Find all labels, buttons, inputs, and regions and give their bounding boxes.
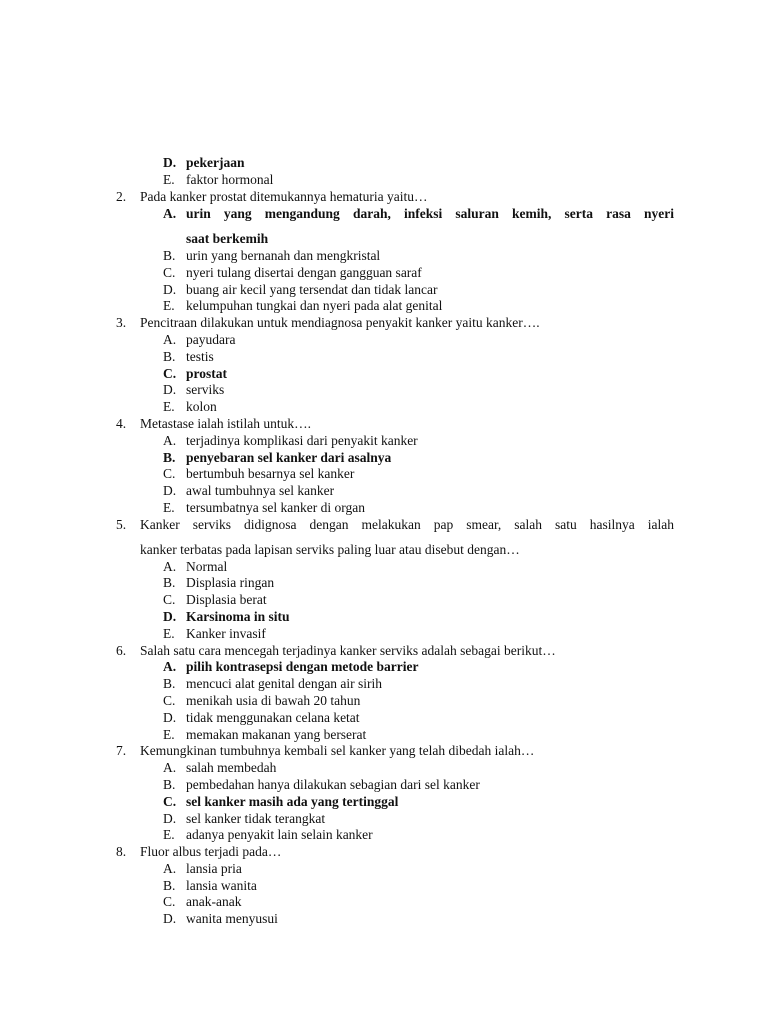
option-letter: D. <box>163 155 177 170</box>
option-text: wanita menyusui <box>186 911 278 926</box>
option-text: mencuci alat genital dengan air sirih <box>186 676 383 691</box>
question-number: 8. <box>116 844 127 859</box>
option-letter: A. <box>163 206 177 221</box>
question-number: 5. <box>116 517 127 532</box>
question-number: 7. <box>116 743 127 758</box>
option-text: urin yang bernanah dan mengkristal <box>186 248 381 263</box>
option-letter: E. <box>163 298 175 313</box>
option-letter: B. <box>163 575 176 590</box>
option-letter: C. <box>163 366 177 381</box>
option-letter: A. <box>163 433 177 448</box>
option-text: testis <box>186 349 214 364</box>
option-text: Displasia berat <box>186 592 267 607</box>
option-letter: D. <box>163 609 177 624</box>
option-letter: B. <box>163 777 176 792</box>
option-text: salah membedah <box>186 760 277 775</box>
question-text: Pada kanker prostat ditemukannya hematuria yaitu… <box>140 189 428 204</box>
question-text: Kanker serviks didignosa dengan melakukan pap smear, salah satu hasilnya ialah <box>140 517 674 532</box>
option-letter: D. <box>163 811 177 826</box>
question-number: 6. <box>116 643 127 658</box>
option-text: lansia wanita <box>186 878 257 893</box>
option-letter: B. <box>163 349 176 364</box>
option-letter: D. <box>163 483 177 498</box>
option-letter: D. <box>163 282 177 297</box>
option-text: pekerjaan <box>186 155 245 170</box>
option-letter: E. <box>163 172 175 187</box>
option-text: penyebaran sel kanker dari asalnya <box>186 450 392 465</box>
option-text: Displasia ringan <box>186 575 275 590</box>
option-text: adanya penyakit lain selain kanker <box>186 827 373 842</box>
option-letter: C. <box>163 265 176 280</box>
option-text: bertumbuh besarnya sel kanker <box>186 466 355 481</box>
option-letter: A. <box>163 659 177 674</box>
option-letter: B. <box>163 248 176 263</box>
option-text: tidak menggunakan celana ketat <box>186 710 360 725</box>
option-text: faktor hormonal <box>186 172 274 187</box>
option-letter: E. <box>163 827 175 842</box>
option-text: pilih kontrasepsi dengan metode barrier <box>186 659 419 674</box>
option-text: Karsinoma in situ <box>186 609 290 624</box>
option-text: menikah usia di bawah 20 tahun <box>186 693 361 708</box>
option-letter: E. <box>163 500 175 515</box>
option-text: Normal <box>186 559 228 574</box>
option-letter: B. <box>163 878 176 893</box>
option-text: sel kanker masih ada yang tertinggal <box>186 794 399 809</box>
option-letter: D. <box>163 911 177 926</box>
option-text: sel kanker tidak terangkat <box>186 811 326 826</box>
option-text: tersumbatnya sel kanker di organ <box>186 500 365 515</box>
question-text: kanker terbatas pada lapisan serviks paling luar atau disebut dengan… <box>140 542 520 557</box>
option-text: terjadinya komplikasi dari penyakit kanker <box>186 433 418 448</box>
option-letter: D. <box>163 382 177 397</box>
option-text: payudara <box>186 332 236 347</box>
option-letter: D. <box>163 710 177 725</box>
option-text: kolon <box>186 399 217 414</box>
option-letter: A. <box>163 760 177 775</box>
option-text: nyeri tulang disertai dengan gangguan saraf <box>186 265 422 280</box>
option-text: saat berkemih <box>186 231 269 246</box>
option-letter: A. <box>163 332 177 347</box>
option-letter: E. <box>163 626 175 641</box>
option-text: awal tumbuhnya sel kanker <box>186 483 335 498</box>
option-letter: E. <box>163 399 175 414</box>
option-letter: A. <box>163 861 177 876</box>
option-letter: C. <box>163 693 176 708</box>
question-number: 4. <box>116 416 127 431</box>
option-letter: E. <box>163 727 175 742</box>
option-text: anak-anak <box>186 894 242 909</box>
option-text: Kanker invasif <box>186 626 266 641</box>
option-text: serviks <box>186 382 225 397</box>
option-text: buang air kecil yang tersendat dan tidak lancar <box>186 282 438 297</box>
option-letter: C. <box>163 466 176 481</box>
option-letter: C. <box>163 592 176 607</box>
option-text: pembedahan hanya dilakukan sebagian dari sel kanker <box>186 777 480 792</box>
question-text: Pencitraan dilakukan untuk mendiagnosa penyakit kanker yaitu kanker…. <box>140 315 540 330</box>
option-letter: C. <box>163 894 176 909</box>
question-text: Metastase ialah istilah untuk…. <box>140 416 311 431</box>
option-letter: B. <box>163 450 176 465</box>
question-number: 2. <box>116 189 127 204</box>
option-text: lansia pria <box>186 861 242 876</box>
question-text: Fluor albus terjadi pada… <box>140 844 282 859</box>
question-text: Kemungkinan tumbuhnya kembali sel kanker yang telah dibedah ialah… <box>140 743 535 758</box>
option-text: urin yang mengandung darah, infeksi saluran kemih, serta rasa nyeri <box>186 206 674 221</box>
option-text: kelumpuhan tungkai dan nyeri pada alat genital <box>186 298 443 313</box>
option-letter: C. <box>163 794 177 809</box>
option-text: prostat <box>186 366 228 381</box>
option-letter: A. <box>163 559 177 574</box>
question-text: Salah satu cara mencegah terjadinya kanker serviks adalah sebagai berikut… <box>140 643 556 658</box>
option-text: memakan makanan yang berserat <box>186 727 367 742</box>
option-letter: B. <box>163 676 176 691</box>
question-number: 3. <box>116 315 127 330</box>
